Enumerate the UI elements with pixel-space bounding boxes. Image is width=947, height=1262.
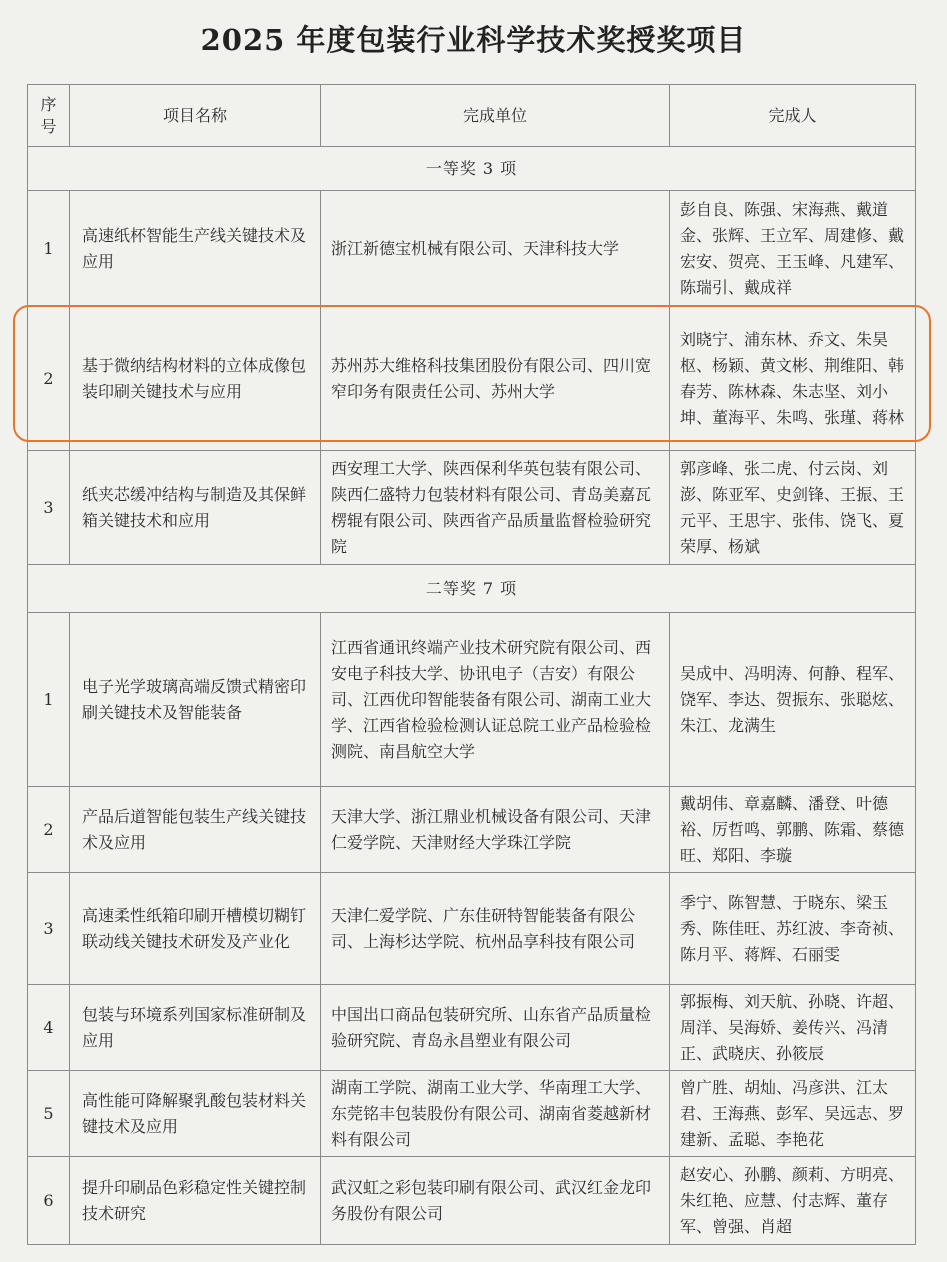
header-people: 完成人 (670, 85, 916, 147)
row-seq: 2 (28, 787, 70, 873)
section-label: 二等奖 7 项 (28, 565, 916, 613)
row-people: 郭振梅、刘天航、孙晓、许超、周洋、吴海娇、姜传兴、冯清正、武晓庆、孙筱辰 (670, 985, 916, 1071)
row-unit: 苏州苏大维格科技集团股份有限公司、四川宽窄印务有限责任公司、苏州大学 (321, 307, 670, 451)
row-unit: 浙江新德宝机械有限公司、天津科技大学 (321, 191, 670, 307)
row-unit: 天津仁爱学院、广东佳研特智能装备有限公司、上海杉达学院、杭州品享科技有限公司 (321, 873, 670, 985)
row-unit: 中国出口商品包装研究所、山东省产品质量检验研究院、青岛永昌塑业有限公司 (321, 985, 670, 1071)
row-name: 高速柔性纸箱印刷开槽模切糊钉联动线关键技术研发及产业化 (70, 873, 321, 985)
row-seq: 6 (28, 1157, 70, 1245)
page-title: 2025 年度包装行业科学技术奖授奖项目 (200, 23, 747, 57)
row-people: 郭彦峰、张二虎、付云岗、刘澎、陈亚军、史剑锋、王振、王元平、王思宇、张伟、饶飞、夏荣厚、杨斌 (670, 451, 916, 565)
row-seq: 5 (28, 1071, 70, 1157)
table-row (28, 873, 916, 985)
row-people: 赵安心、孙鹏、颜莉、方明亮、朱红艳、应慧、付志辉、董存军、曾强、肖超 (670, 1157, 916, 1245)
table-row (28, 1071, 916, 1157)
table-row (28, 985, 916, 1071)
header-unit: 完成单位 (321, 85, 670, 147)
row-people: 季宁、陈智慧、于晓东、梁玉秀、陈佳旺、苏红波、李奇祯、陈月平、蒋辉、石丽雯 (670, 873, 916, 985)
row-name: 高速纸杯智能生产线关键技术及应用 (70, 191, 321, 307)
row-seq: 4 (28, 985, 70, 1071)
table-row (28, 191, 916, 307)
row-people: 曾广胜、胡灿、冯彦洪、江太君、王海燕、彭军、吴远志、罗建新、孟聪、李艳花 (670, 1071, 916, 1157)
row-seq: 3 (28, 451, 70, 565)
section-label: 一等奖 3 项 (28, 147, 916, 191)
row-name: 电子光学玻璃高端反馈式精密印刷关键技术及智能装备 (70, 613, 321, 787)
table-header-row (28, 85, 916, 147)
header-name: 项目名称 (70, 85, 321, 147)
row-seq: 3 (28, 873, 70, 985)
row-seq: 1 (28, 191, 70, 307)
row-name: 纸夹芯缓冲结构与制造及其保鲜箱关键技术和应用 (70, 451, 321, 565)
table-row (28, 613, 916, 787)
awards-table (27, 84, 916, 1245)
section-row-first-prize (28, 147, 916, 191)
row-name: 高性能可降解聚乳酸包装材料关键技术及应用 (70, 1071, 321, 1157)
section-row-second-prize (28, 565, 916, 613)
row-unit: 天津大学、浙江鼎业机械设备有限公司、天津仁爱学院、天津财经大学珠江学院 (321, 787, 670, 873)
table-row (28, 1157, 916, 1245)
row-name: 产品后道智能包装生产线关键技术及应用 (70, 787, 321, 873)
table-row (28, 307, 916, 451)
row-people: 戴胡伟、章嘉麟、潘登、叶德裕、厉哲鸣、郭鹏、陈霜、蔡德旺、郑阳、李璇 (670, 787, 916, 873)
row-name: 基于微纳结构材料的立体成像包装印刷关键技术与应用 (70, 307, 321, 451)
row-unit: 江西省通讯终端产业技术研究院有限公司、西安电子科技大学、协讯电子（吉安）有限公司、江西优印智能装备有限公司、湖南工业大学、江西省检验检测认证总院工业产品检验检测院、南昌航空大学 (321, 613, 670, 787)
row-people: 吴成中、冯明涛、何静、程军、饶军、李达、贺振东、张聪炫、朱江、龙满生 (670, 613, 916, 787)
header-seq: 序号 (28, 85, 70, 147)
row-unit: 西安理工大学、陕西保利华英包装有限公司、陕西仁盛特力包装材料有限公司、青岛美嘉瓦楞辊有限公司、陕西省产品质量监督检验研究院 (321, 451, 670, 565)
table-row (28, 787, 916, 873)
row-unit: 湖南工学院、湖南工业大学、华南理工大学、东莞铭丰包装股份有限公司、湖南省菱越新材料有限公司 (321, 1071, 670, 1157)
row-unit: 武汉虹之彩包装印刷有限公司、武汉红金龙印务股份有限公司 (321, 1157, 670, 1245)
row-people: 彭自良、陈强、宋海燕、戴道金、张辉、王立军、周建修、戴宏安、贺亮、王玉峰、凡建军、陈瑞引、戴成祥 (670, 191, 916, 307)
row-seq: 1 (28, 613, 70, 787)
row-seq: 2 (28, 307, 70, 451)
table-row (28, 451, 916, 565)
row-people: 刘晓宁、浦东林、乔文、朱昊枢、杨颖、黄文彬、荆维阳、韩春芳、陈林森、朱志坚、刘小坤、董海平、朱鸣、张瑾、蒋林 (670, 307, 916, 451)
row-name: 提升印刷品色彩稳定性关键控制技术研究 (70, 1157, 321, 1245)
row-name: 包装与环境系列国家标准研制及应用 (70, 985, 321, 1071)
